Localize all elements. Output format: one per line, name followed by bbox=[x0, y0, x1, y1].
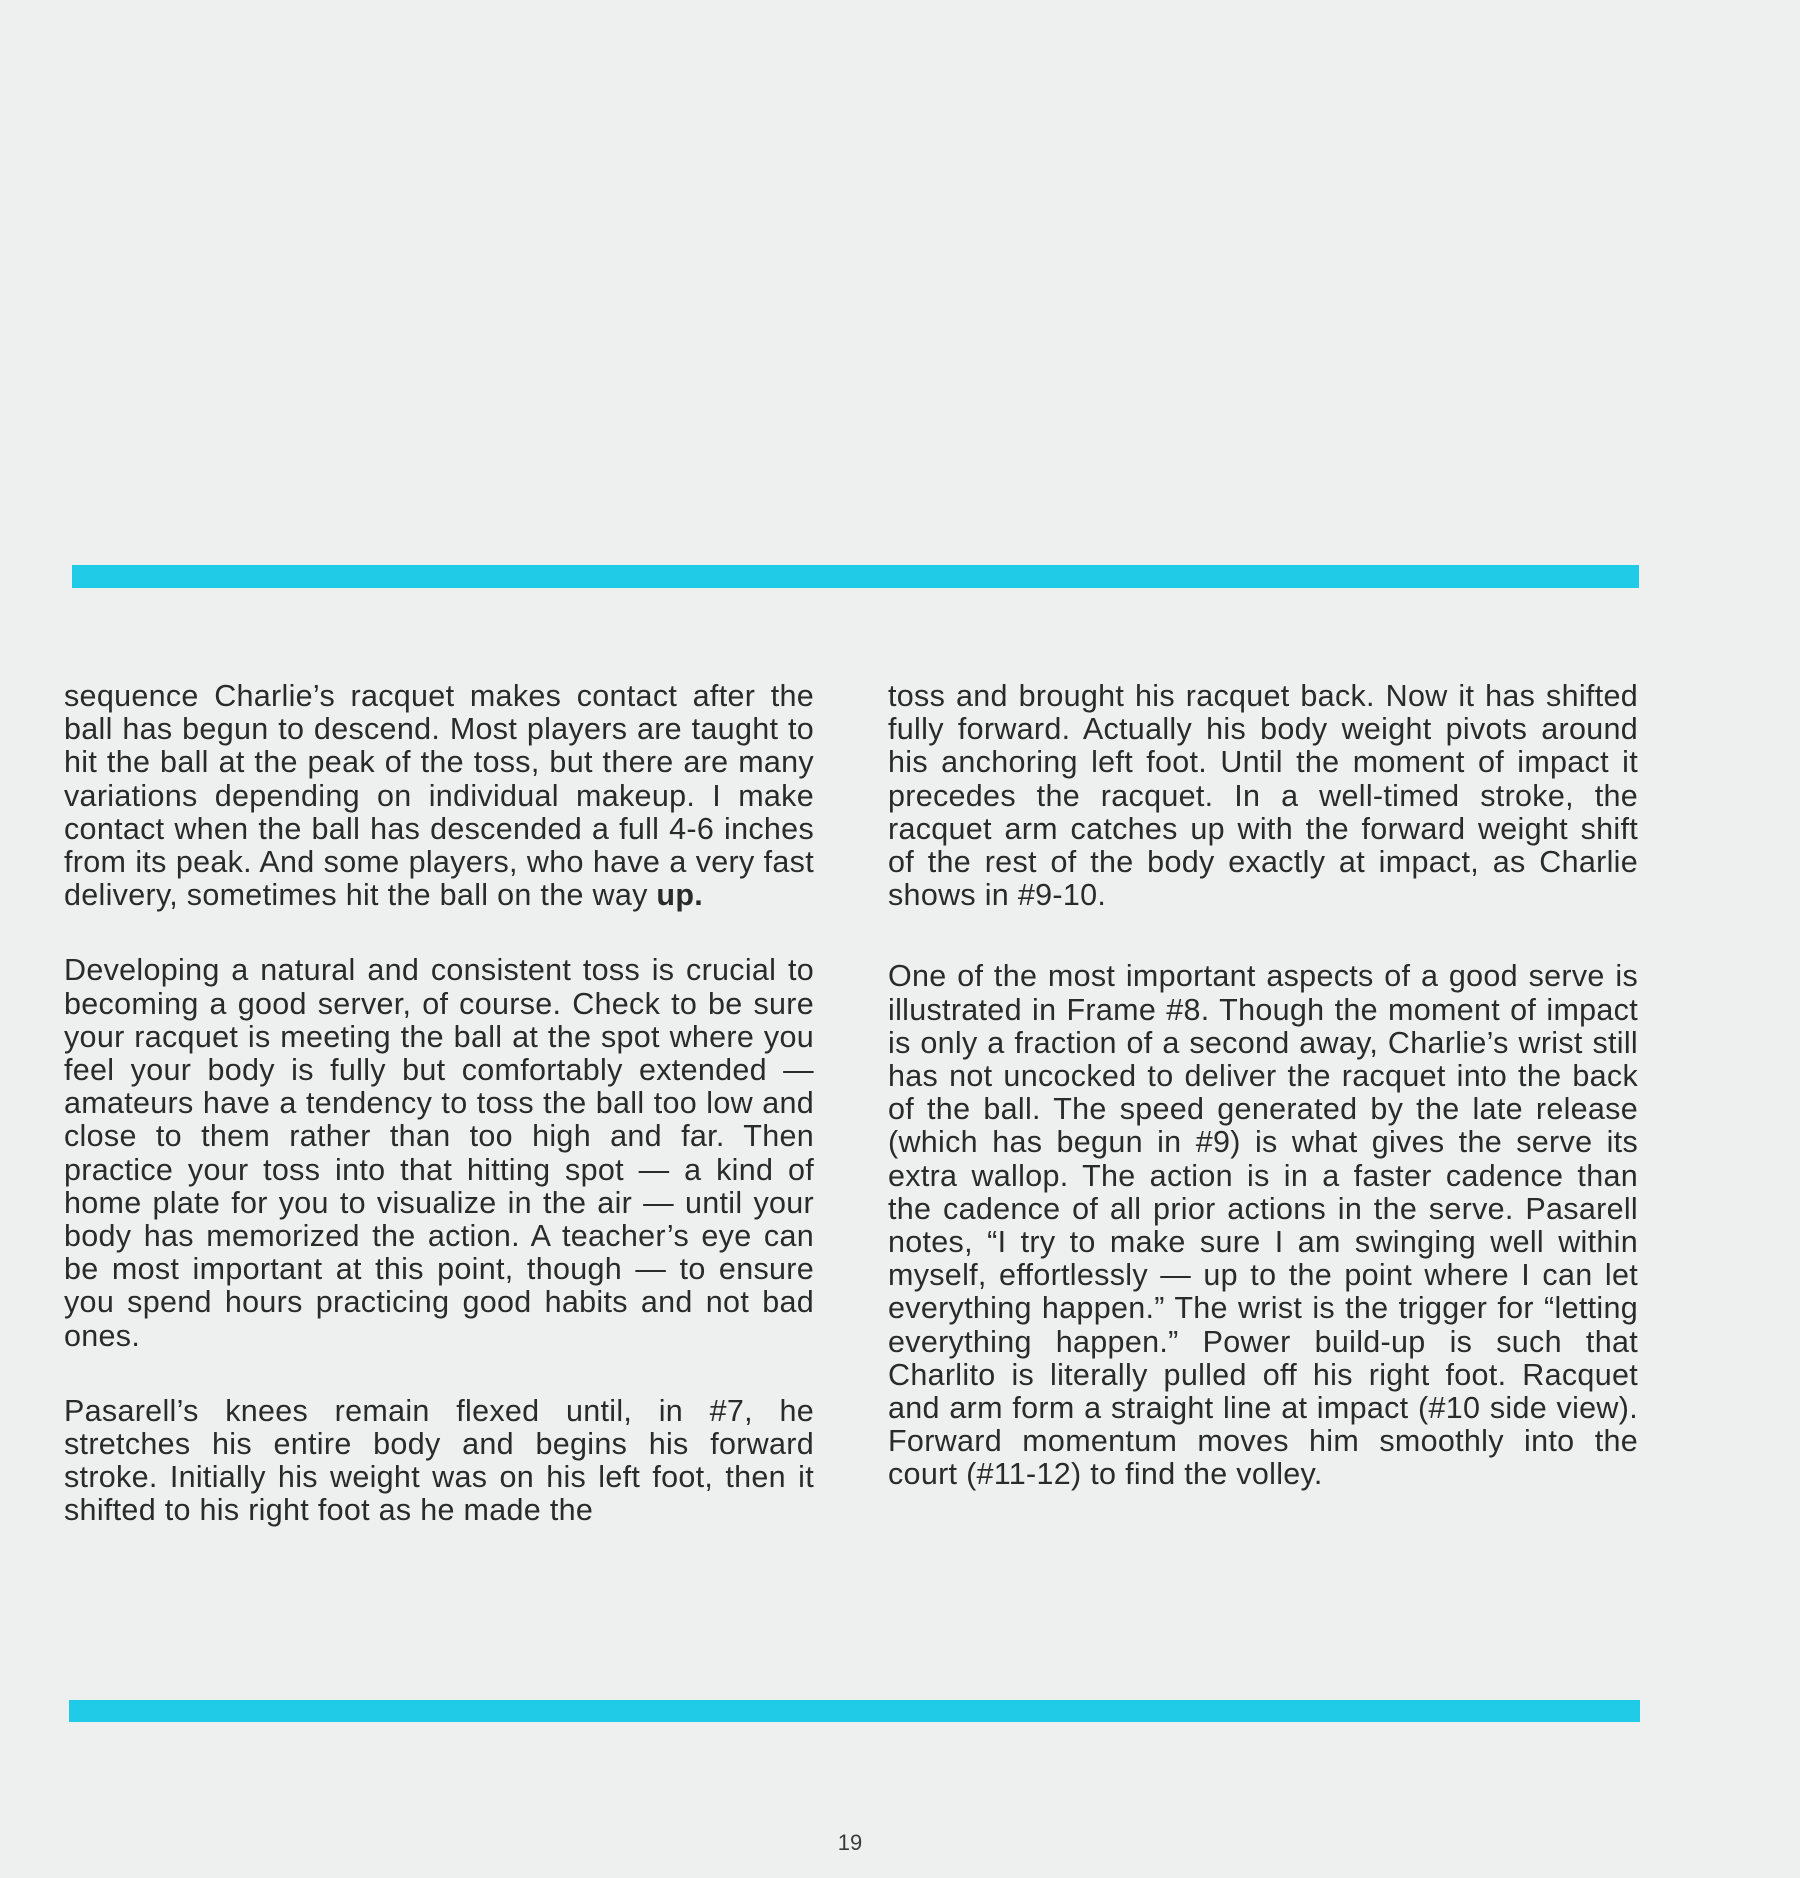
left-paragraph-1-emphasis: up. bbox=[656, 878, 704, 913]
bottom-accent-rule bbox=[69, 1700, 1640, 1722]
left-paragraph-1 bbox=[64, 680, 814, 912]
right-text-column bbox=[888, 680, 1638, 1492]
left-paragraph-1-text: sequence Charlie’s racquet makes contact after the ball has begun to descend. Most players are taught to hit the ball at the peak of the toss, but there are many variations depending on individual makeup. I make contact when the ball has descended a full 4-6 inches from its peak. And some players, who have a very fast delivery, sometimes hit the ball on the way bbox=[64, 679, 814, 913]
left-paragraph-2: Developing a natural and consistent toss is crucial to becoming a good server, of course. Check to be sure your racquet is meeting the ball at the spot where you feel your body is fully but comfortably extended — amateurs have a tendency to toss the ball too low and close to them rather than too high and far. Then practice your toss into that hitting spot — a kind of home plate for you to visualize in the air — until your body has memorized the action. A teacher’s eye can be most important at this point, though — to ensure you spend hours practicing good habits and not bad ones. bbox=[64, 953, 814, 1353]
right-paragraph-1: toss and brought his racquet back. Now it has shifted fully forward. Actually his body weight pivots around his anchoring left foot. Until the moment of impact it precedes the racquet. In a well-timed stroke, the racquet arm catches up with the forward weight shift of the rest of the body exactly at impact, as Charlie shows in #9-10. bbox=[888, 679, 1638, 913]
top-accent-rule bbox=[72, 565, 1639, 588]
left-text-column bbox=[64, 680, 814, 1528]
right-paragraph-2: One of the most important aspects of a good serve is illustrated in Frame #8. Though the moment of impact is only a fraction of a second away, Charlie’s wrist still has not uncocked to deliver the racquet into the back of the ball. The speed generated by the late release (which has begun in #9) is what gives the serve its extra wallop. The action is in a faster cadence than the cadence of all prior actions in the serve. Pasarell notes, “I try to make sure I am swinging well within myself, effortlessly — up to the point where I can let everything happen.” The wrist is the trigger for “letting everything happen.” Power build-up is such that Charlito is literally pulled off his right foot. Racquet and arm form a straight line at impact (#10 side view). Forward momentum moves him smoothly into the court (#11-12) to find the volley. bbox=[888, 959, 1638, 1492]
page-number: 19 bbox=[837, 1830, 863, 1855]
left-paragraph-3: Pasarell’s knees remain flexed until, in #7, he stretches his entire body and begins his forward stroke. Initially his weight was on his left foot, then it shifted to his right foot as he made the bbox=[64, 1393, 814, 1528]
